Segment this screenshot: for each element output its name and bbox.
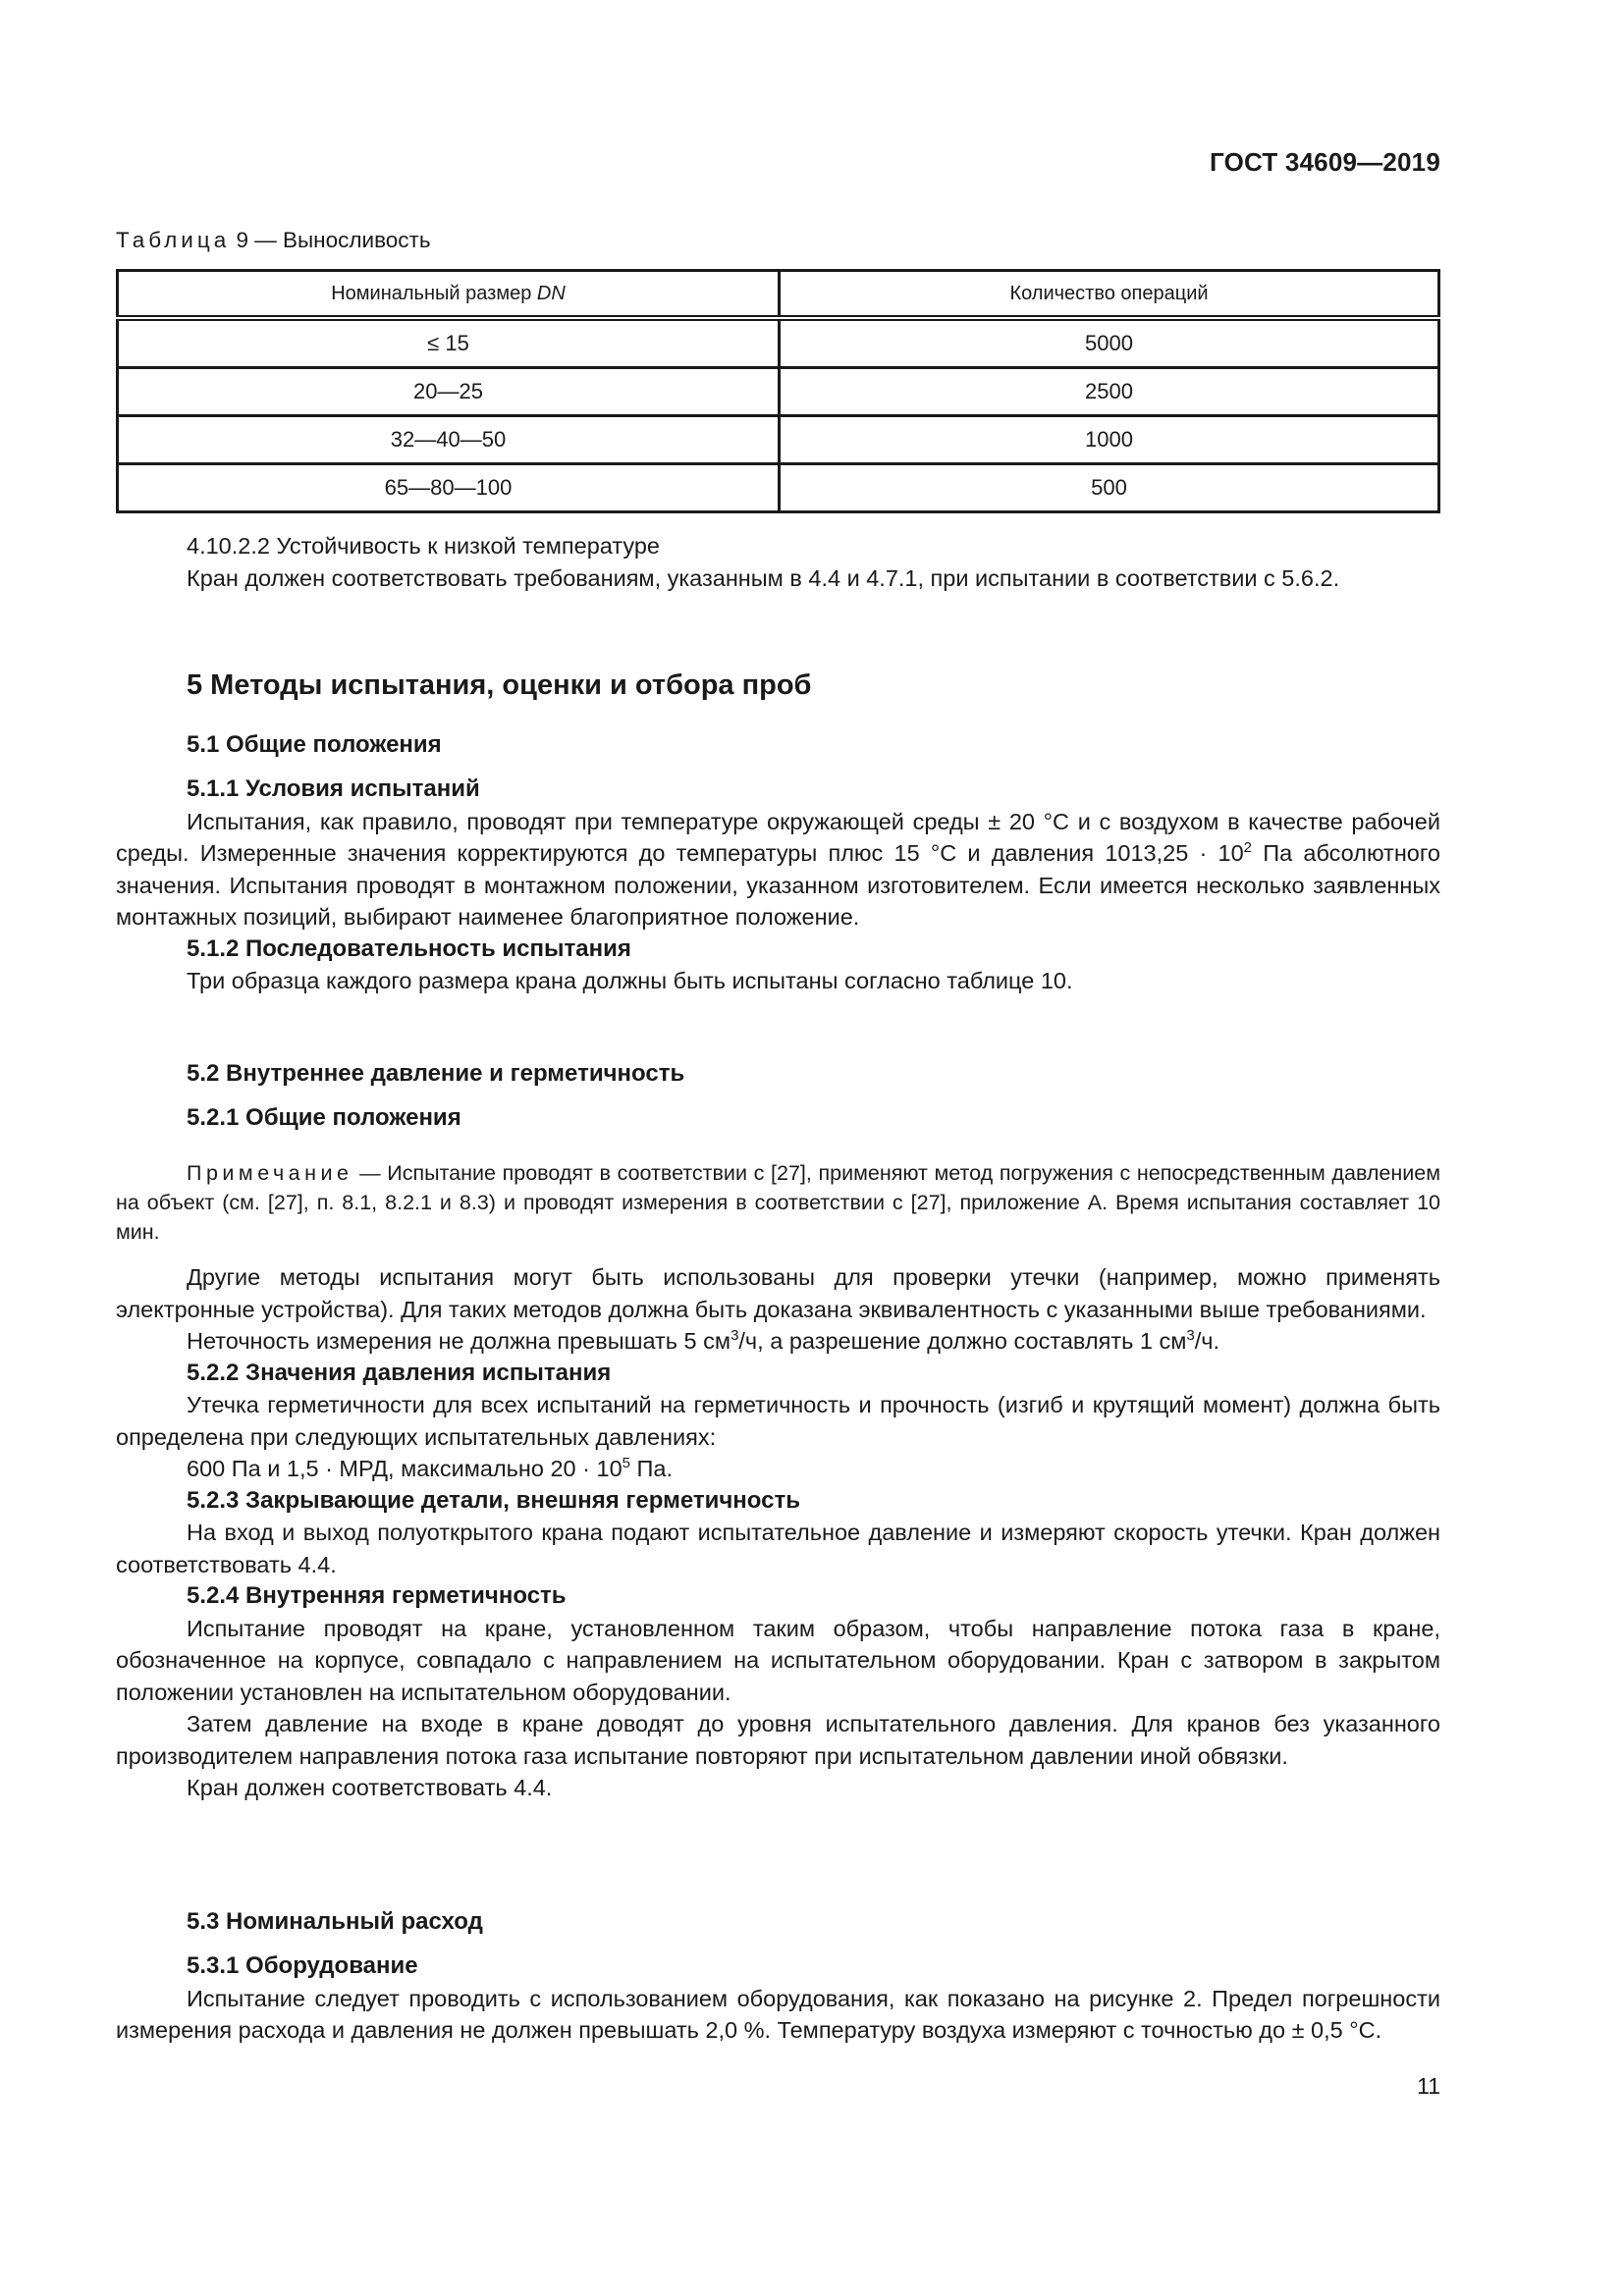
table-cell: 32—40—50 <box>118 416 780 464</box>
paragraph: Затем давление на входе в кране доводят до уровня испытательного давления. Для кранов без указанного производителем направления потока газа испытание повторяют при испытательном давлении иной обвязки. <box>116 1711 1440 1769</box>
section-heading: 5 Методы испытания, оценки и отбора проб <box>187 669 812 701</box>
paragraph: Три образца каждого размера крана должны быть испытаны согласно таблице 10. <box>187 968 1073 993</box>
standard-code: ГОСТ 34609—2019 <box>1210 147 1440 177</box>
section-5-2-1-body <box>116 1261 1440 1804</box>
section-5-1 <box>116 729 1440 762</box>
table-cell: 2500 <box>780 368 1439 416</box>
table-cell: 1000 <box>780 416 1439 464</box>
section-heading: 5.1 Общие положения <box>187 731 442 758</box>
table-row <box>118 464 1439 512</box>
section-5-2 <box>116 1058 1440 1091</box>
subsection-heading: 5.2.2 Значения давления испытания <box>187 1359 612 1386</box>
paragraph: Другие методы испытания могут быть использованы для проверки утечки (например, можно применять электронные устройства). Для таких методов должна быть доказана эквивалентность с указанными выше требованиями. <box>116 1264 1440 1322</box>
section-5-1-1 <box>116 774 1440 997</box>
table-cell: 20—25 <box>118 368 780 416</box>
paragraph: 600 Па и 1,5 · МРД, максимально $20 \cdot 10^5$ Па. <box>187 1455 674 1481</box>
section-5-2-1 <box>116 1102 1440 1135</box>
table-cell: ≤ 15 <box>118 318 780 368</box>
section-4-10-2-2 <box>116 530 1440 594</box>
subsection-heading: 5.2.4 Внутренняя герметичность <box>187 1582 567 1609</box>
paragraph: Испытание проводят на кране, установленном таким образом, чтобы направление потока газа в кране, обозначенное на корпусе, совпадало с направлением на испытательном оборудовании. Кран с затвором в закрытом положении установлен на испытательном оборудовании. <box>116 1615 1440 1705</box>
page-number: 11 <box>1417 2073 1440 2099</box>
paragraph: Утечка герметичности для всех испытаний на герметичность и прочность (изгиб и крутящий момент) должна быть определена при следующих испытательных давлениях: <box>116 1392 1440 1450</box>
paragraph: Испытание следует проводить с использованием оборудования, как показано на рисунке 2. Предел погрешности измерения расхода и давления не должен превышать 2,0 %. Температуру воздуха измеряют с точностью до ± 0,5 °С. <box>116 1985 1440 2043</box>
section-heading: 5.2 Внутреннее давление и герметичность <box>187 1060 685 1087</box>
table-row <box>118 318 1439 368</box>
section-5-3-1 <box>116 1950 1440 2047</box>
subsection-heading: 5.1.1 Условия испытаний <box>187 775 480 802</box>
subsection-heading: 5.2.1 Общие положения <box>187 1104 461 1131</box>
subsection-heading: 5.3.1 Оборудование <box>187 1952 418 1979</box>
note: Примечание — Испытание проводят в соответствии с [27], применяют метод погружения с непосредственным давлением на объект (см. [27], п. 8.1, 8.2.1 и 8.3) и проводят измерения в соответствии с [27], приложение А. Время испытания составляет 10 мин. <box>116 1161 1440 1244</box>
subsection-heading: 5.2.3 Закрывающие детали, внешняя герметичность <box>187 1486 800 1514</box>
paragraph: Кран должен соответствовать 4.4. <box>187 1775 553 1800</box>
section-heading: 5.3 Номинальный расход <box>187 1908 483 1935</box>
table-header-cell: Номинальный размер DN <box>118 271 780 319</box>
paragraph: Кран должен соответствовать требованиям, указанным в 4.4 и 4.7.1, при испытании в соответствии с 5.6.2. <box>187 564 1340 591</box>
note-label: Примечание <box>187 1161 353 1185</box>
endurance-table <box>116 269 1440 513</box>
table-cell: 5000 <box>780 318 1439 368</box>
table-cell: 500 <box>780 464 1439 512</box>
paragraph: Испытания, как правило, проводят при температуре окружающей среды ± 20 °С и с воздухом в качестве рабочей среды. Измеренные значения корректируются до температуры плюс 15 °С и давления $1013,25 \cdot 10^2$ Па абсолютного значения. Испытания проводят в монтажном положении, указанном изготовителем. Если имеется несколько заявленных монтажных позиций, выбирают наименее благоприятное положение. <box>116 808 1440 930</box>
table-header-row <box>118 271 1439 319</box>
paragraph: Неточность измерения не должна превышать 5 $см^3/ч$, а разрешение должно составлять 1 $см^3/ч$. <box>187 1327 1220 1354</box>
table-cell: 65—80—100 <box>118 464 780 512</box>
table-row <box>118 368 1439 416</box>
subsection-heading: 5.1.2 Последовательность испытания <box>187 934 631 962</box>
section-5 <box>116 669 1440 702</box>
table-header-cell: Количество операций <box>780 271 1439 319</box>
paragraph: На вход и выход полуоткрытого крана подают испытательное давление и измеряют скорость утечки. Кран должен соответствовать 4.4. <box>116 1520 1440 1577</box>
section-5-3 <box>116 1906 1440 1939</box>
table-caption: Таблица 9 — Выносливость <box>116 228 431 252</box>
subsection-heading: 4.10.2.2 Устойчивость к низкой температуре <box>187 533 660 559</box>
table-row <box>118 416 1439 464</box>
